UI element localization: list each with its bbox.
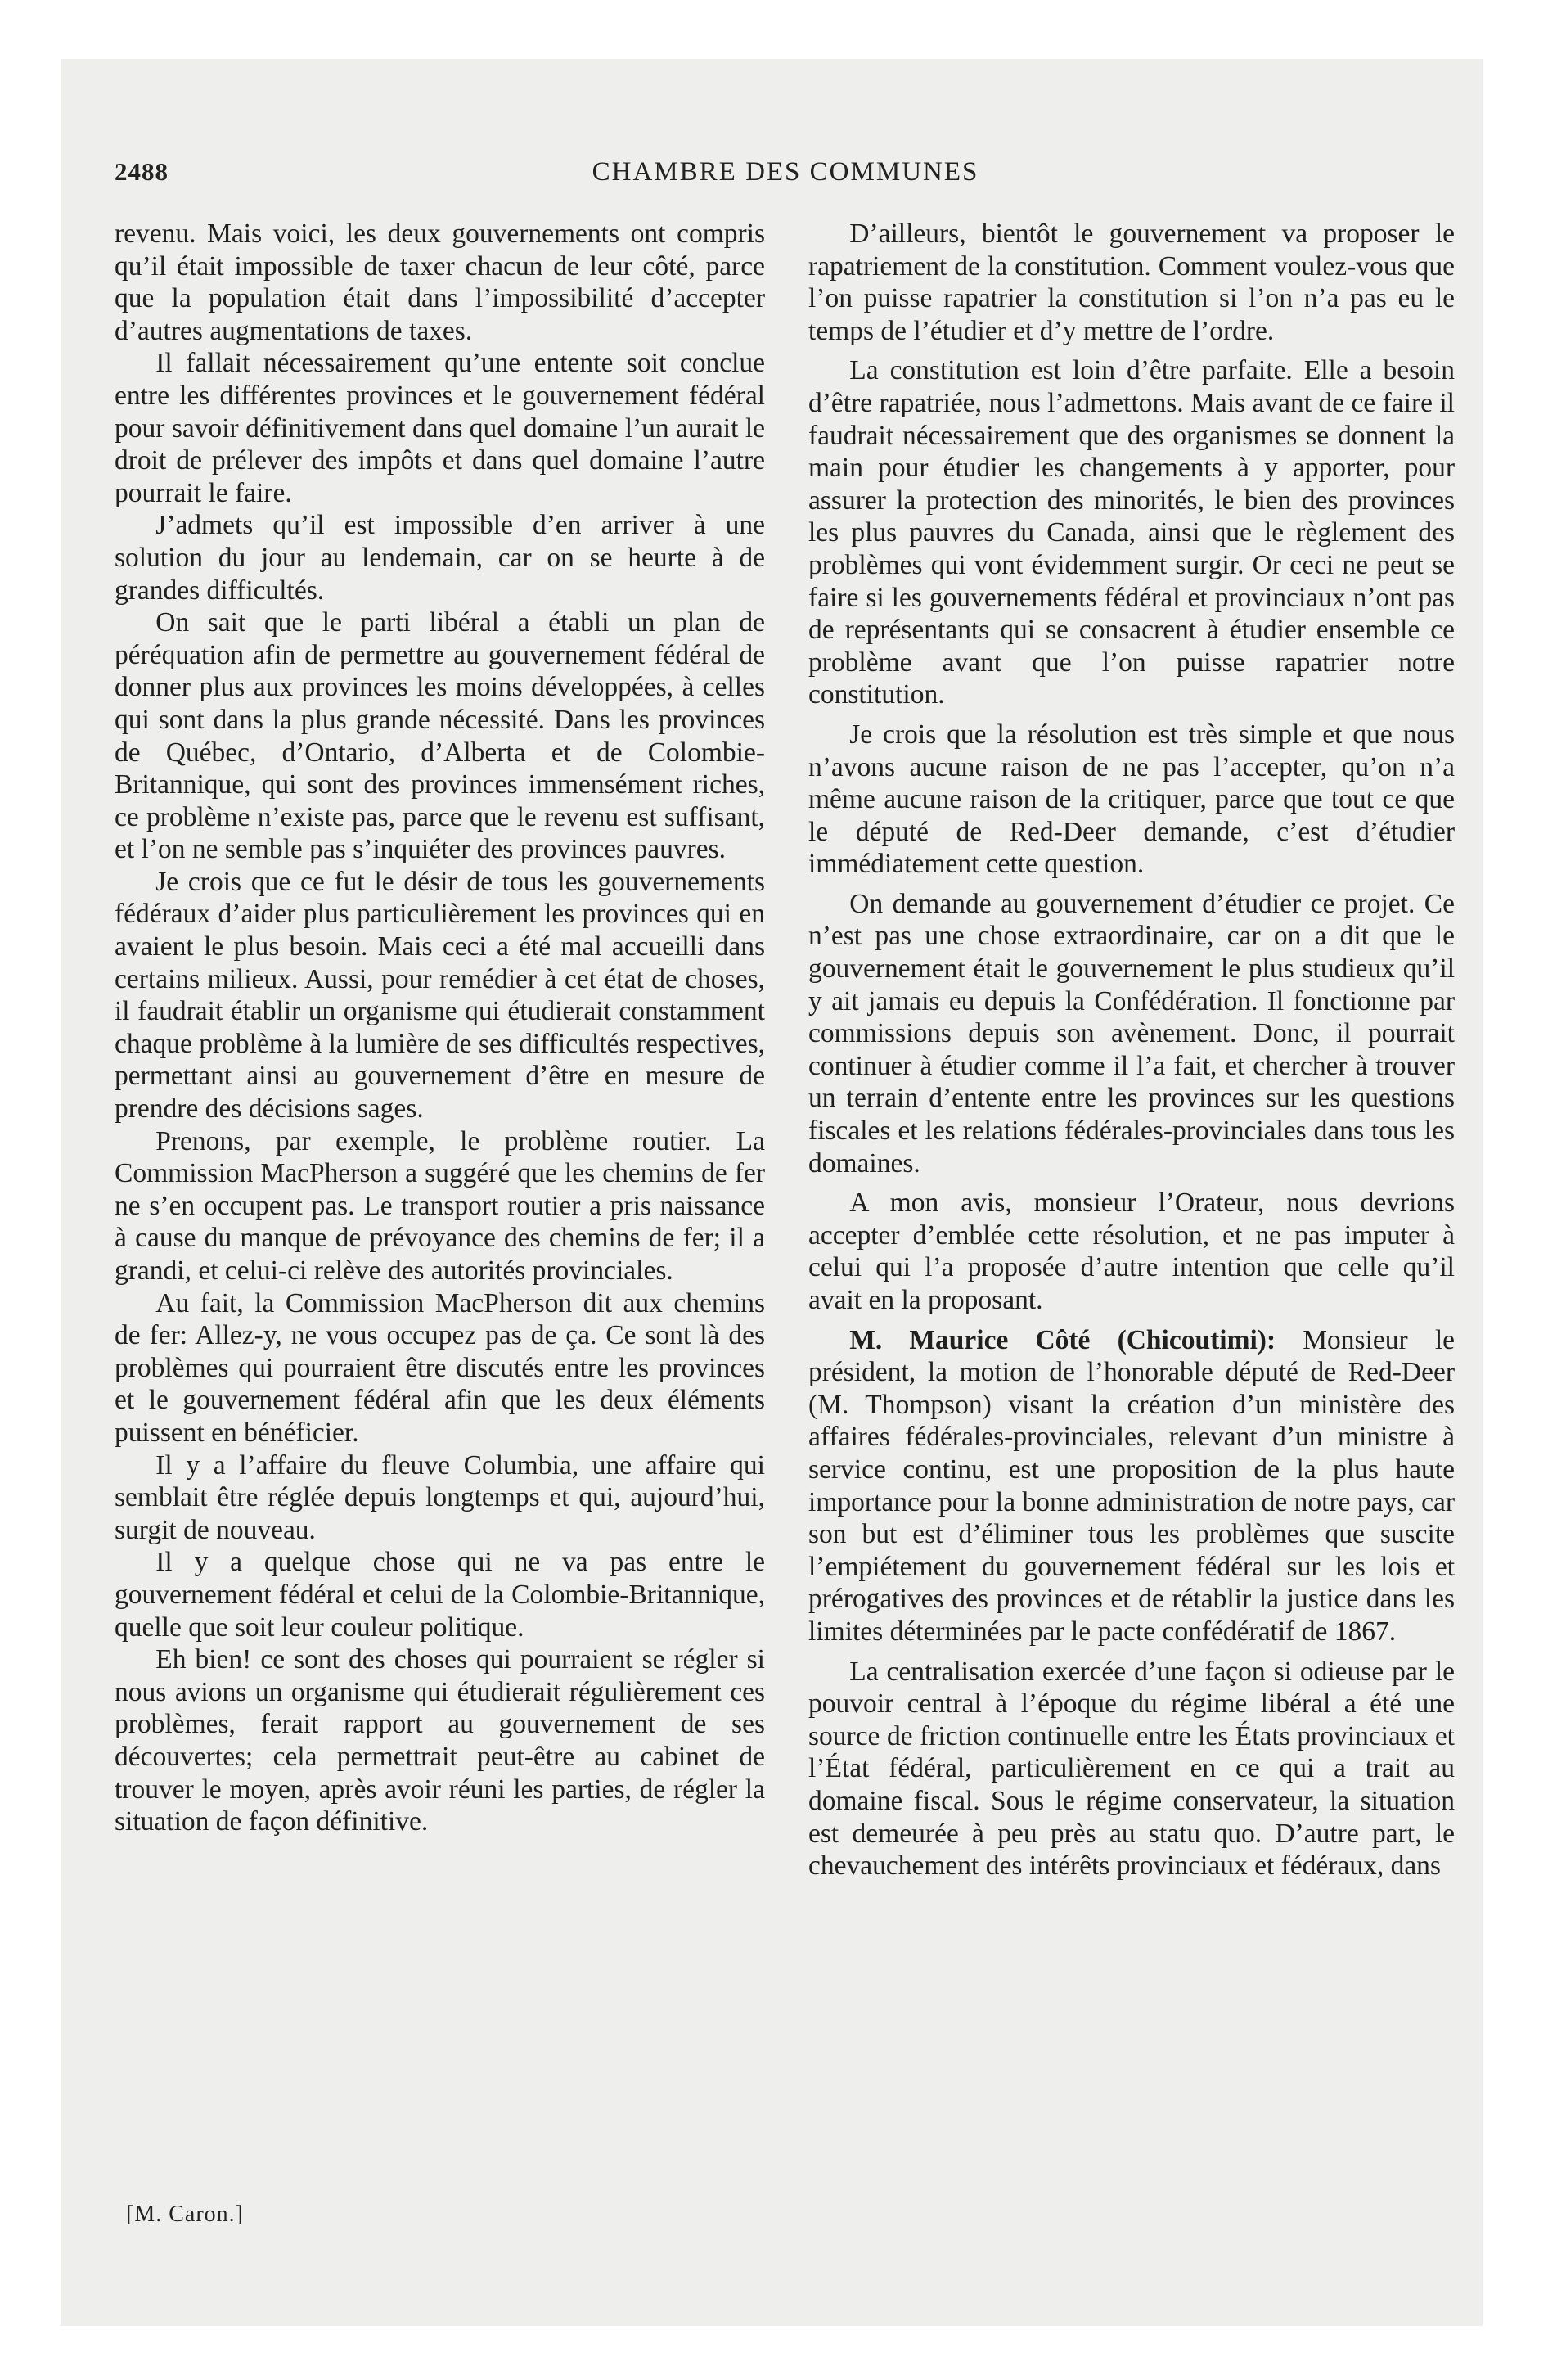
right-column: [808, 218, 1455, 1882]
paragraph: Je crois que la résolution est très simple et que nous n’avons aucune raison de ne pas l’accepter, qu’on n’a même aucune raison de la critiquer, parce que tout ce que le député de Red-Deer demande, c’est d’étudier immédiatement cette question.: [808, 719, 1455, 880]
speech-text: Monsieur le président, la motion de l’honorable député de Red-Deer (M. Thompson) visant la création d’un ministère des affaires fédérales-provinciales, relevant d’un ministre à service continu, est une proposition de la plus haute importance pour la bonne administration de notre pays, car son but est d’éliminer tous les problèmes que suscite l’empiétement du gouvernement fédéral sur les lois et prérogatives des provinces et de rétablir la justice dans les limites déterminées par le pacte confédératif de 1867.: [808, 1324, 1455, 1647]
left-column: [115, 218, 765, 1838]
speech-paragraph: [808, 1324, 1455, 1648]
paragraph: On demande au gouvernement d’étudier ce projet. Ce n’est pas une chose extraordinaire, car on a dit que le gouvernement était le gouvernement le plus studieux qu’il y ait jamais eu depuis la Confédération. Il fonctionne par commissions depuis son avènement. Donc, il pourrait continuer à étudier comme il l’a fait, et chercher à trouver un terrain d’entente entre les provinces sur les questions fiscales et les relations fédérales-provinciales dans tous les domaines.: [808, 888, 1455, 1179]
paragraph: Il fallait nécessairement qu’une entente soit conclue entre les différentes provinces et le gouvernement fédéral pour savoir définitivement dans quel domaine l’un aurait le droit de prélever des impôts et dans quel domaine l’autre pourrait le faire.: [115, 348, 765, 508]
paragraph: Prenons, par exemple, le problème routier. La Commission MacPherson a suggéré que les chemins de fer ne s’en occupent pas. Le transport routier a pris naissance à cause du manque de prévoyance des chemins de fer; il a grandi, et celui-ci relève des autorités provinciales.: [115, 1125, 765, 1286]
paragraph: A mon avis, monsieur l’Orateur, nous devrions accepter d’emblée cette résolution, et ne pas imputer à celui qui l’a proposée d’autre intention que celle qu’il avait en la proposant.: [808, 1188, 1455, 1315]
running-head: CHAMBRE DES COMMUNES: [592, 157, 979, 187]
speaker-footnote: [M. Caron.]: [126, 2202, 244, 2227]
paragraph: Je crois que ce fut le désir de tous les gouvernements fédéraux d’aider plus particulièrement les provinces qui en avaient le plus besoin. Mais ceci a été mal accueilli dans certains milieux. Aussi, pour remédier à cet état de choses, il faudrait établir un organisme qui étudierait constamment chaque problème à la lumière de ses difficultés respectives, permettant ainsi au gouvernement d’être en mesure de prendre des décisions sages.: [115, 866, 765, 1125]
speaker-name: M. Maurice Côté (Chicoutimi):: [849, 1324, 1276, 1355]
paragraph: On sait que le parti libéral a établi un plan de péréquation afin de permettre au gouvernement fédéral de donner plus aux provinces les moins développées, à celles qui sont dans la plus grande nécessité. Dans les provinces de Québec, d’Ontario, d’Alberta et de Colombie-Britannique, qui sont des provinces immensément riches, ce problème n’existe pas, parce que le revenu est suffisant, et l’on ne semble pas s’inquiéter des provinces pauvres.: [115, 607, 765, 865]
paragraph: Au fait, la Commission MacPherson dit aux chemins de fer: Allez-y, ne vous occupez pas de ça. Ce sont là des problèmes qui pourraient être discutés entre les provinces et le gouvernement fédéral afin que les deux éléments puissent en bénéficier.: [115, 1287, 765, 1448]
paragraph: La constitution est loin d’être parfaite. Elle a besoin d’être rapatriée, nous l’admettons. Mais avant de ce faire il faudrait nécessairement que des organismes se donnent la main pour étudier les changements à y apporter, pour assurer la protection des minorités, le bien des provinces les plus pauvres du Canada, ainsi que le règlement des problèmes qui vont évidemment surgir. Or ceci ne peut se faire si les gouvernements fédéral et provinciaux n’ont pas de représentants qui se consacrent à étudier ensemble ce problème avant que l’on puisse rapatrier notre constitution.: [808, 355, 1455, 710]
paragraph: La centralisation exercée d’une façon si odieuse par le pouvoir central à l’époque du régime libéral a été une source de friction continuelle entre les États provinciaux et l’État fédéral, particulièrement en ce qui a trait au domaine fiscal. Sous le régime conservateur, la situation est demeurée à peu près au statu quo. D’autre part, le chevauchement des intérêts provinciaux et fédéraux, dans: [808, 1656, 1455, 1882]
paragraph: D’ailleurs, bientôt le gouvernement va proposer le rapatriement de la constitution. Comment voulez-vous que l’on puisse rapatrier la constitution si l’on n’a pas eu le temps de l’étudier et d’y mettre de l’ordre.: [808, 219, 1455, 346]
paragraph: J’admets qu’il est impossible d’en arriver à une solution du jour au lendemain, car on se heurte à de grandes difficultés.: [115, 510, 765, 606]
paragraph: Il y a l’affaire du fleuve Columbia, une affaire qui semblait être réglée depuis longtemps et qui, aujourd’hui, surgit de nouveau.: [115, 1449, 765, 1545]
paragraph: Il y a quelque chose qui ne va pas entre le gouvernement fédéral et celui de la Colombie-Britannique, quelle que soit leur couleur politique.: [115, 1547, 765, 1643]
paragraph: revenu. Mais voici, les deux gouvernements ont compris qu’il était impossible de taxer chacun de leur côté, parce que la population était dans l’impossibilité d’accepter d’autres augmentations de taxes.: [115, 219, 765, 346]
page-number: 2488: [115, 157, 169, 186]
page-header: [115, 157, 1456, 193]
paragraph: Eh bien! ce sont des choses qui pourraient se régler si nous avions un organisme qui étudierait régulièrement ces problèmes, ferait rapport au gouvernement de ses découvertes; cela permettrait peut-être au cabinet de trouver le moyen, après avoir réuni les parties, de régler la situation de façon définitive.: [115, 1644, 765, 1837]
